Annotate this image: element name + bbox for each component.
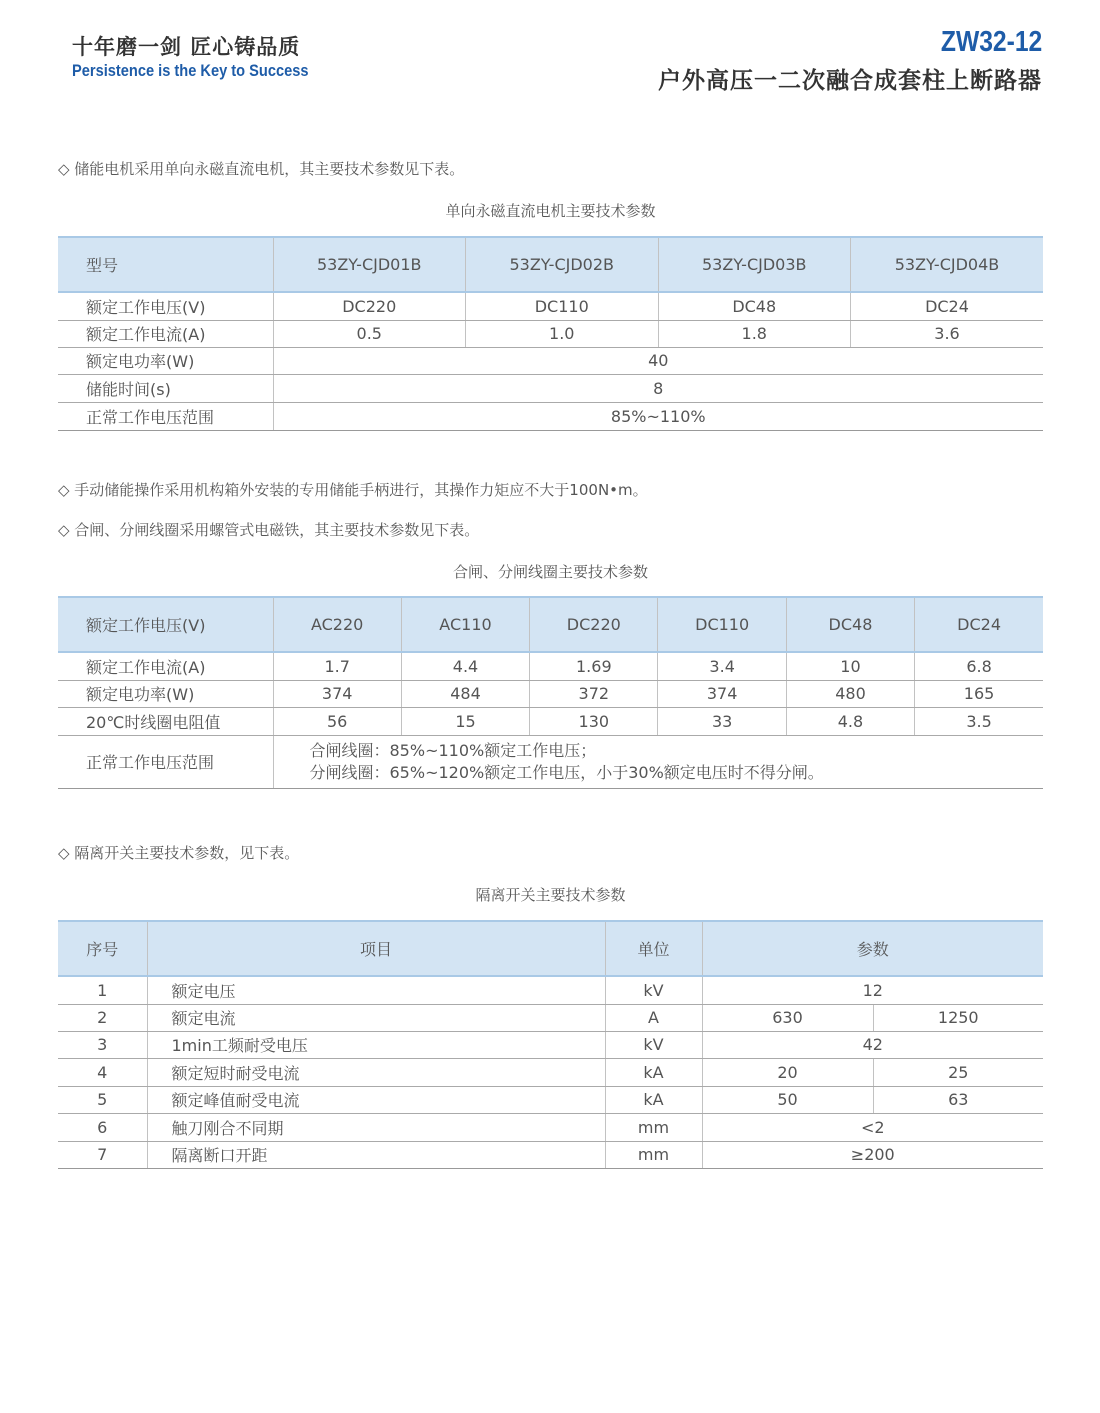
unit-cell: mm — [605, 1141, 702, 1168]
model-header-cell: 53ZY-CJD03B — [658, 237, 851, 292]
table-cell: 10 — [786, 652, 914, 680]
voltage-header-cell: DC48 — [786, 597, 914, 652]
header-cell: 项目 — [147, 921, 605, 976]
voltage-header-cell: AC110 — [401, 597, 529, 652]
value-cell: 63 — [873, 1086, 1043, 1113]
table-cell: DC48 — [658, 292, 851, 320]
header-cell: 额定工作电压(V) — [58, 597, 273, 652]
value-cell: 50 — [702, 1086, 873, 1113]
slogan-english: Persistence is the Key to Success — [72, 61, 309, 80]
header-cell: 参数 — [702, 921, 1043, 976]
table-row — [58, 680, 1043, 707]
table-row — [58, 735, 1043, 788]
header-cell: 序号 — [58, 921, 147, 976]
table-row — [58, 976, 1043, 1004]
model-header-cell: 53ZY-CJD01B — [273, 237, 466, 292]
row-number: 4 — [58, 1058, 147, 1086]
value-cell: 12 — [702, 976, 1043, 1004]
row-label: 额定电功率(W) — [58, 347, 273, 374]
isolator-parameters-table — [58, 920, 1043, 1169]
voltage-header-cell: DC220 — [530, 597, 658, 652]
table-row — [58, 1058, 1043, 1086]
table-row — [58, 1004, 1043, 1031]
row-label: 正常工作电压范围 — [58, 402, 273, 430]
table-cell: 6.8 — [915, 652, 1043, 680]
table-row — [58, 707, 1043, 735]
coil-note: ◇ 合闸、分闸线圈采用螺管式电磁铁，其主要技术参数见下表。 — [58, 521, 480, 539]
table-row — [58, 347, 1043, 374]
row-number: 7 — [58, 1141, 147, 1168]
table-cell: 4.8 — [786, 707, 914, 735]
value-cell: 25 — [873, 1058, 1043, 1086]
table-cell: 1.69 — [530, 652, 658, 680]
table-cell: 33 — [658, 707, 786, 735]
opening-coil-range: 分闸线圈：65%~120%额定工作电压，小于30%额定电压时不得分闸。 — [309, 762, 824, 782]
table-cell: 484 — [401, 680, 529, 707]
coil-table-caption: 合闸、分闸线圈主要技术参数 — [452, 563, 648, 581]
product-name: 户外高压一二次融合成套柱上断路器 — [658, 68, 1042, 94]
row-label: 储能时间(s) — [58, 374, 273, 402]
table-cell: 1.8 — [658, 320, 851, 347]
coil-table-header-row — [58, 597, 1043, 652]
table-cell: 374 — [658, 680, 786, 707]
item-cell: 隔离断口开距 — [147, 1141, 605, 1168]
value-cell: ≥200 — [702, 1141, 1043, 1168]
value-cell: 630 — [702, 1004, 873, 1031]
value-cell: <2 — [702, 1113, 1043, 1141]
row-label: 额定工作电压(V) — [58, 292, 273, 320]
voltage-header-cell: DC110 — [658, 597, 786, 652]
value-cell: 42 — [702, 1031, 1043, 1058]
isolator-note: ◇ 隔离开关主要技术参数，见下表。 — [58, 844, 300, 862]
row-number: 3 — [58, 1031, 147, 1058]
coil-parameters-table — [58, 596, 1043, 789]
row-label: 20℃时线圈电阻值 — [58, 707, 273, 735]
header-cell: 型号 — [58, 237, 273, 292]
item-cell: 额定峰值耐受电流 — [147, 1086, 605, 1113]
item-cell: 1min工频耐受电压 — [147, 1031, 605, 1058]
closing-coil-range: 合闸线圈：85%~110%额定工作电压； — [309, 740, 597, 760]
table-cell: 1.0 — [466, 320, 659, 347]
table-cell: 372 — [530, 680, 658, 707]
table-cell: 40 — [273, 347, 1043, 374]
model-number: ZW32-12 — [940, 26, 1042, 58]
item-cell: 额定短时耐受电流 — [147, 1058, 605, 1086]
unit-cell: kA — [605, 1086, 702, 1113]
table-cell: 15 — [401, 707, 529, 735]
table-cell: 480 — [786, 680, 914, 707]
table-row — [58, 320, 1043, 347]
table-row — [58, 402, 1043, 430]
row-label: 额定工作电流(A) — [58, 320, 273, 347]
item-cell: 额定电压 — [147, 976, 605, 1004]
table-cell: 8 — [273, 374, 1043, 402]
row-number: 5 — [58, 1086, 147, 1113]
unit-cell: A — [605, 1004, 702, 1031]
row-label: 额定电功率(W) — [58, 680, 273, 707]
row-number: 1 — [58, 976, 147, 1004]
table-cell: 374 — [273, 680, 401, 707]
table-cell: DC220 — [273, 292, 466, 320]
manual-charging-note: ◇ 手动储能操作采用机构箱外安装的专用储能手柄进行，其操作力矩应不大于100N•m。 — [58, 481, 648, 499]
unit-cell: kV — [605, 976, 702, 1004]
voltage-range-cell — [273, 735, 1043, 788]
table-row — [58, 1141, 1043, 1168]
isolator-table-header-row — [58, 921, 1043, 976]
table-cell: 0.5 — [273, 320, 466, 347]
value-cell: 1250 — [873, 1004, 1043, 1031]
row-label: 额定工作电流(A) — [58, 652, 273, 680]
motor-table-header-row — [58, 237, 1043, 292]
unit-cell: kA — [605, 1058, 702, 1086]
table-row — [58, 1086, 1043, 1113]
table-cell: 3.5 — [915, 707, 1043, 735]
motor-note: ◇ 储能电机采用单向永磁直流电机，其主要技术参数见下表。 — [58, 160, 465, 178]
unit-cell: kV — [605, 1031, 702, 1058]
table-cell: 3.6 — [851, 320, 1044, 347]
table-row — [58, 374, 1043, 402]
row-label: 正常工作电压范围 — [58, 735, 273, 788]
table-cell: 165 — [915, 680, 1043, 707]
table-row — [58, 1031, 1043, 1058]
header-cell: 单位 — [605, 921, 702, 976]
voltage-header-cell: DC24 — [915, 597, 1043, 652]
unit-cell: mm — [605, 1113, 702, 1141]
table-cell: DC110 — [466, 292, 659, 320]
motor-parameters-table — [58, 236, 1043, 431]
item-cell: 触刀刚合不同期 — [147, 1113, 605, 1141]
row-number: 2 — [58, 1004, 147, 1031]
value-cell: 20 — [702, 1058, 873, 1086]
model-header-cell: 53ZY-CJD04B — [851, 237, 1044, 292]
table-cell: 85%~110% — [273, 402, 1043, 430]
slogan-chinese: 十年磨一剑 匠心铸品质 — [72, 35, 301, 59]
table-cell: 4.4 — [401, 652, 529, 680]
table-row — [58, 652, 1043, 680]
voltage-header-cell: AC220 — [273, 597, 401, 652]
table-cell: 1.7 — [273, 652, 401, 680]
isolator-table-caption: 隔离开关主要技术参数 — [475, 886, 626, 904]
table-cell: 56 — [273, 707, 401, 735]
table-cell: 130 — [530, 707, 658, 735]
table-cell: 3.4 — [658, 652, 786, 680]
table-cell: DC24 — [851, 292, 1044, 320]
model-header-cell: 53ZY-CJD02B — [466, 237, 659, 292]
motor-table-caption: 单向永磁直流电机主要技术参数 — [445, 202, 656, 220]
row-number: 6 — [58, 1113, 147, 1141]
item-cell: 额定电流 — [147, 1004, 605, 1031]
table-row — [58, 1113, 1043, 1141]
table-row — [58, 292, 1043, 320]
